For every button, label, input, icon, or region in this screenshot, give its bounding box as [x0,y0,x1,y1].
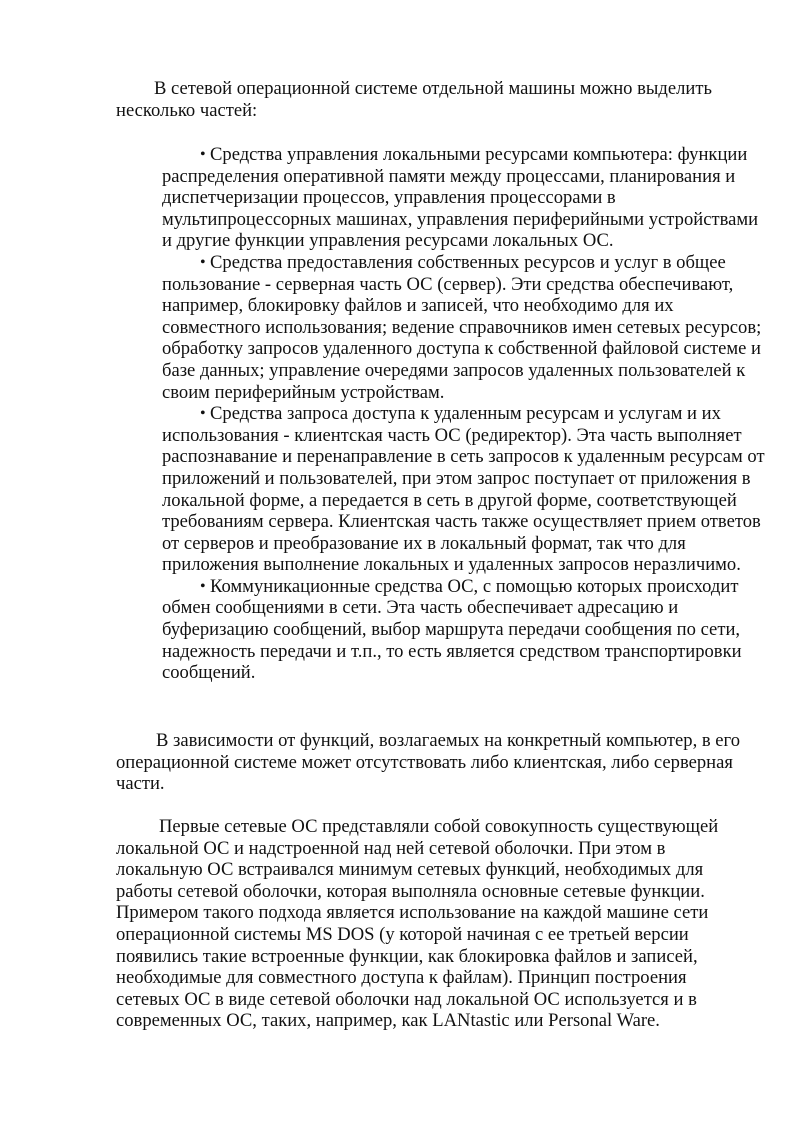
client-server-paragraph: В зависимости от функций, возлагаемых на конкретный компьютер, в его операционной системе может отсутствовать либо клиентская, либо серверная части. [116,730,741,795]
list-item-text: Средства запроса доступа к удаленным ресурсам и услугам и их использования - клиентская часть ОС (редиректор). Эта часть выполняет распознавание и перенаправление в сеть запросов к удаленным ресурсам от приложений и пользователей, при этом запрос поступает от приложения в локальной форме, а передается в сеть в другой форме, соответствующей требованиям сервера. Клиентская часть также осуществляет прием ответов от серверов и преобразование их в локальный формат, так что для приложения выполнение локальных и удаленных запросов неразличимо. [162,403,765,576]
os-parts-list [162,144,766,684]
list-item [162,403,766,576]
bullet-icon: • [200,405,206,423]
list-item-text: Средства управления локальными ресурсами компьютера: функции распределения оперативной памяти между процессами, планирования и диспетчеризации процессов, управления процессорами в мультипроцессорных машинах, управления периферийными устройствами и другие функции управления ресурсами локальных ОС. [162,144,759,252]
list-item-text: Средства предоставления собственных ресурсов и услуг в общее пользование - серверная часть ОС (сервер). Эти средства обеспечивают, например, блокировку файлов и записей, что необходимо для их совместного использования; ведение справочников имен сетевых ресурсов; обработку запросов удаленного доступа к собственной файловой системе и базе данных; управление очередями запросов удаленных пользователей к своим периферийным устройствам. [162,251,762,403]
intro-paragraph: В сетевой операционной системе отдельной машины можно выделить несколько частей: [116,78,712,121]
list-item [162,144,766,252]
list-item-text: Коммуникационные средства ОС, с помощью которых происходит обмен сообщениями в сети. Эта часть обеспечивает адресацию и буферизацию сообщений, выбор маршрута передачи сообщения по сети, надежность передачи и т.п., то есть является средством транспортировки сообщений. [162,575,742,684]
bullet-icon: • [200,577,206,595]
list-item [162,576,766,684]
bullet-icon: • [200,146,206,163]
list-item [162,252,766,403]
bullet-icon: • [200,253,206,271]
network-shell-paragraph: Первые сетевые ОС представляли собой совокупность существующей локальной ОС и надстроенной над ней сетевой оболочки. При этом в локальную ОС встраивался минимум сетевых функций, необходимых для работы сетевой оболочки, которая выполняла основные сетевые функции. Примером такого подхода является использование на каждой машине сети операционной системы MS DOS (у которой начиная с ее третьей версии появились такие встроенные функции, как блокировка файлов и записей, необходимые для совместного доступа к файлам). Принцип построения сетевых ОС в виде сетевой оболочки над локальной ОС используется и в современных ОС, таких, например, как LANtastic или Personal Ware. [116,816,719,1032]
